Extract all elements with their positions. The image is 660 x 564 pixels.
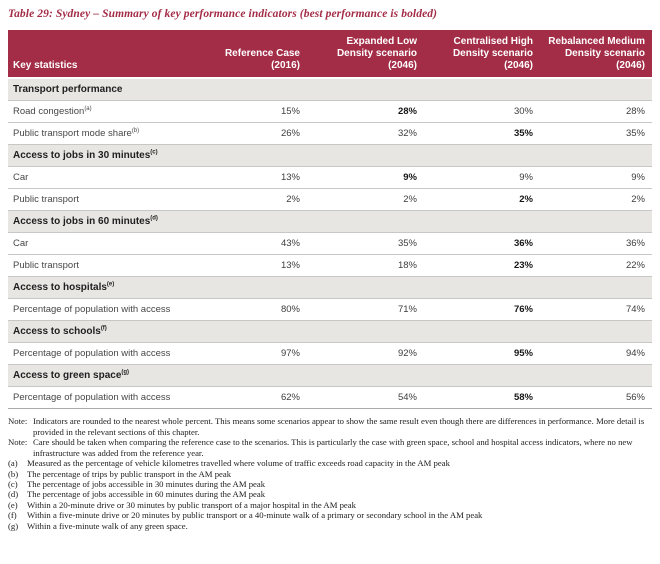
data-row — [8, 233, 652, 255]
data-row — [8, 167, 652, 189]
cell-value: 2% — [195, 189, 307, 211]
section-row — [8, 145, 652, 167]
cell-value: 76% — [424, 299, 540, 321]
cell-value: 22% — [540, 255, 652, 277]
cell-value: 80% — [195, 299, 307, 321]
cell-value: 71% — [307, 299, 424, 321]
cell-value: 94% — [540, 343, 652, 365]
data-row — [8, 299, 652, 321]
footnote-marker: (c) — [150, 150, 158, 157]
section-row — [8, 321, 652, 343]
section-row — [8, 277, 652, 299]
cell-value: 54% — [307, 387, 424, 409]
note-text: Within a five-minute walk of any green space. — [27, 520, 188, 531]
cell-value: 32% — [307, 123, 424, 145]
row-label: Public transport mode share$^{(b)}$ — [8, 123, 195, 145]
note-prefix: (c) — [8, 479, 18, 490]
row-label: Car — [8, 167, 195, 189]
cell-value: 97% — [195, 343, 307, 365]
cell-value: 56% — [540, 387, 652, 409]
cell-value: 92% — [307, 343, 424, 365]
row-label: Percentage of population with access — [8, 299, 195, 321]
note-prefix: Note: — [8, 416, 28, 427]
footnote-marker: (e) — [106, 282, 115, 289]
header-row — [8, 30, 652, 78]
note-text: Indicators are rounded to the nearest whole percent. This means some scenarios appear to show the same result even though there are differences in performance. More detail is provided in the relevant sections of this chapter. — [33, 416, 645, 437]
row-label: Car — [8, 233, 195, 255]
note-text: Measured as the percentage of vehicle kilometres travelled where volume of traffic exceeds road capacity in the AM peak — [27, 458, 450, 469]
column-header: Rebalanced Medium Density scenario (2046) — [540, 30, 652, 78]
section-label: Transport performance — [8, 78, 652, 101]
cell-value: 74% — [540, 299, 652, 321]
data-row — [8, 123, 652, 145]
cell-value: 13% — [195, 167, 307, 189]
cell-value: 30% — [424, 101, 540, 123]
column-header: Reference Case (2016) — [195, 30, 307, 78]
data-row — [8, 189, 652, 211]
table-header — [8, 30, 652, 78]
data-row — [8, 101, 652, 123]
kpi-table — [8, 30, 652, 409]
row-label: Road congestion$^{(a)}$ — [8, 101, 195, 123]
note-text: The percentage of jobs accessible in 60 minutes during the AM peak — [27, 489, 266, 500]
note-item — [8, 479, 656, 489]
section-row — [8, 365, 652, 387]
section-label: Access to schools$^{(f)}$ — [8, 321, 652, 343]
row-label: Percentage of population with access — [8, 387, 195, 409]
note-text: Within a 20-minute drive or 30 minutes by public transport of a major hospital in the AM peak — [27, 499, 356, 510]
cell-value: 43% — [195, 233, 307, 255]
footnote-marker: (b) — [131, 128, 140, 135]
section-label: Access to green space$^{(g)}$ — [8, 365, 652, 387]
cell-value: 2% — [540, 189, 652, 211]
column-header: Expanded Low Density scenario (2046) — [307, 30, 424, 78]
note-prefix: (g) — [8, 520, 19, 531]
note-text: Care should be taken when comparing the reference case to the scenarios. This is particularly the case with green space, school and hospital access indicators, where no new infrastructure was added from the reference year. — [33, 437, 633, 458]
cell-value: 13% — [195, 255, 307, 277]
notes-block — [8, 416, 656, 531]
cell-value: 28% — [540, 101, 652, 123]
note-item — [8, 437, 656, 458]
row-label: Percentage of population with access — [8, 343, 195, 365]
row-label: Public transport — [8, 189, 195, 211]
cell-value: 28% — [307, 101, 424, 123]
note-text: Within a five-minute drive or 20 minutes by public transport or a 40-minute walk of a primary or secondary school in the AM peak — [27, 510, 483, 521]
cell-value: 23% — [424, 255, 540, 277]
note-text: The percentage of jobs accessible in 30 minutes during the AM peak — [27, 479, 266, 490]
data-row — [8, 387, 652, 409]
cell-value: 35% — [424, 123, 540, 145]
footnote-marker: (d) — [150, 216, 158, 223]
note-text: The percentage of trips by public transport in the AM peak — [27, 468, 232, 479]
data-row — [8, 255, 652, 277]
section-row — [8, 211, 652, 233]
note-prefix: (b) — [8, 468, 19, 479]
note-prefix: Note: — [8, 437, 28, 448]
note-prefix: (d) — [8, 489, 19, 500]
section-label: Access to jobs in 30 minutes$^{(c)}$ — [8, 145, 652, 167]
footnote-marker: (a) — [84, 106, 92, 113]
cell-value: 36% — [424, 233, 540, 255]
table-caption: Table 29: Sydney – Summary of key performance indicators (best performance is bolded) — [8, 8, 438, 20]
cell-value: 2% — [424, 189, 540, 211]
note-prefix: (f) — [8, 510, 17, 521]
note-item — [8, 489, 656, 499]
cell-value: 35% — [307, 233, 424, 255]
section-row — [8, 78, 652, 101]
section-label: Access to jobs in 60 minutes$^{(d)}$ — [8, 211, 652, 233]
table-body — [8, 78, 652, 409]
cell-value: 9% — [307, 167, 424, 189]
row-label: Public transport — [8, 255, 195, 277]
note-item — [8, 416, 656, 437]
column-header: Centralised High Density scenario (2046) — [424, 30, 540, 78]
note-item — [8, 500, 656, 510]
note-prefix: (a) — [8, 458, 18, 469]
section-label: Access to hospitals$^{(e)}$ — [8, 277, 652, 299]
cell-value: 2% — [307, 189, 424, 211]
cell-value: 58% — [424, 387, 540, 409]
cell-value: 62% — [195, 387, 307, 409]
note-item — [8, 469, 656, 479]
cell-value: 95% — [424, 343, 540, 365]
footnote-marker: (f) — [100, 326, 107, 333]
column-header-key-statistics: Key statistics — [8, 30, 195, 78]
note-item — [8, 510, 656, 520]
cell-value: 15% — [195, 101, 307, 123]
footnote-marker: (g) — [121, 370, 130, 377]
data-row — [8, 343, 652, 365]
cell-value: 36% — [540, 233, 652, 255]
cell-value: 18% — [307, 255, 424, 277]
note-item — [8, 458, 656, 468]
cell-value: 9% — [540, 167, 652, 189]
note-prefix: (e) — [8, 499, 18, 510]
cell-value: 26% — [195, 123, 307, 145]
note-item — [8, 521, 656, 531]
cell-value: 35% — [540, 123, 652, 145]
cell-value: 9% — [424, 167, 540, 189]
